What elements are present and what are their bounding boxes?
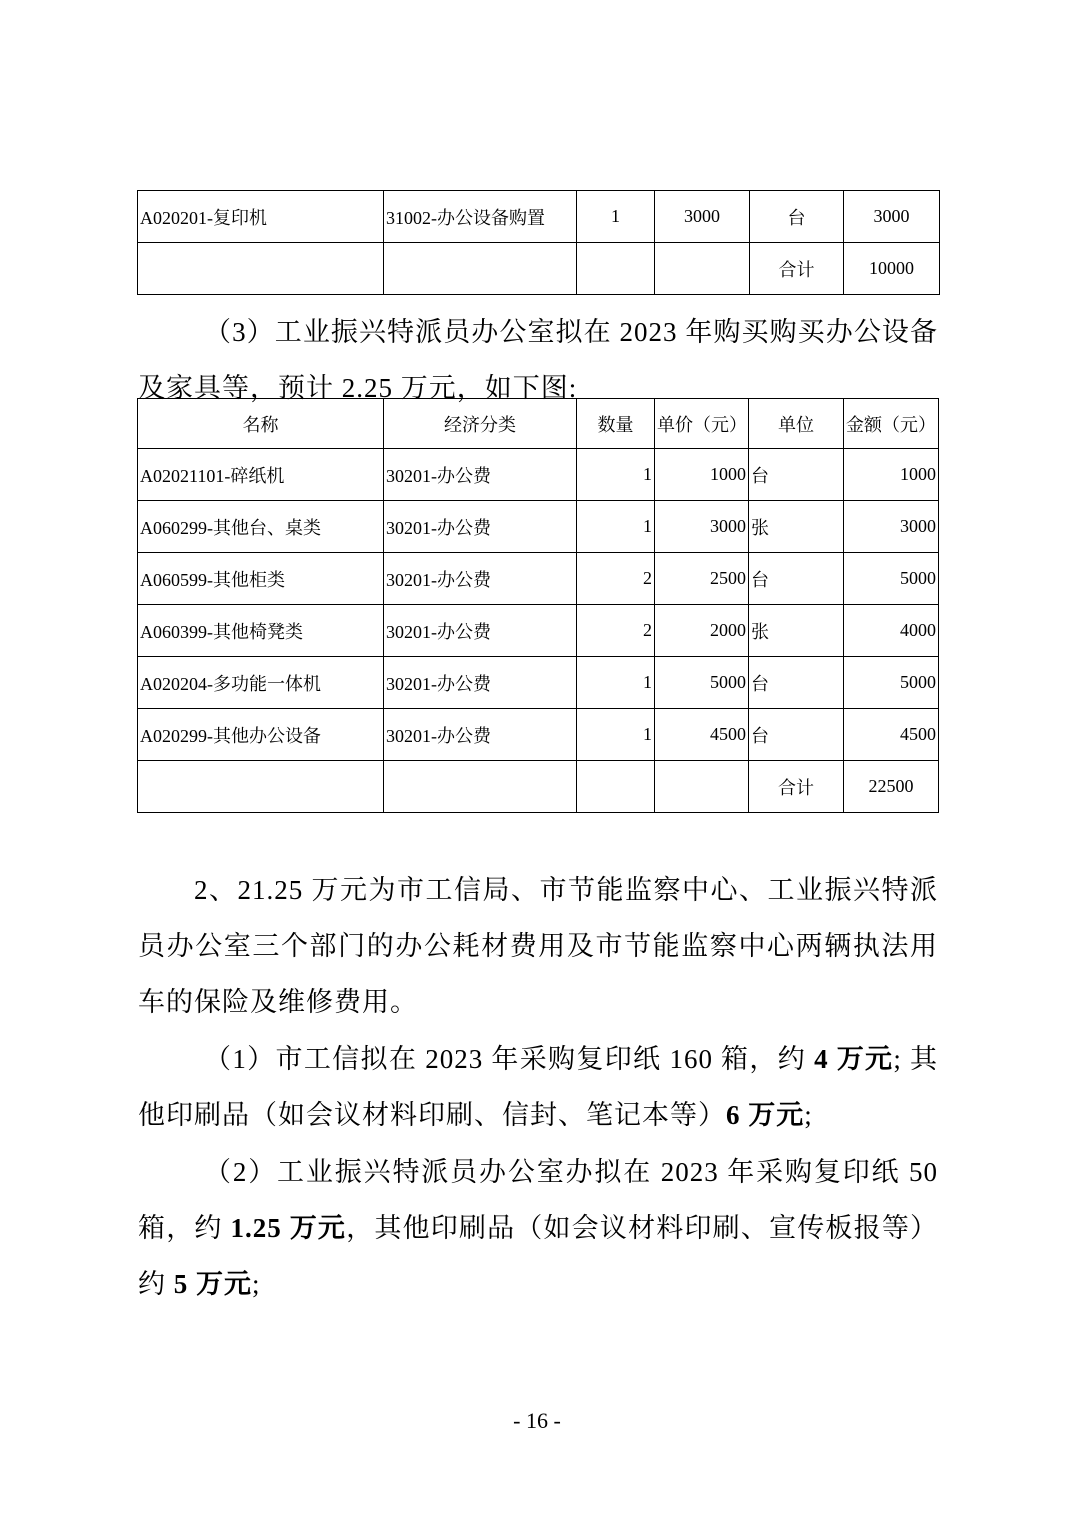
cell-unit: 张: [749, 501, 844, 553]
cell-qty: 1: [577, 709, 655, 761]
cell-unit: 台: [749, 709, 844, 761]
cell-category: 31002-办公设备购置: [384, 191, 577, 243]
cell-price: 2000: [655, 605, 749, 657]
cell-price: 4500: [655, 709, 749, 761]
cell-category: 30201-办公费: [384, 605, 577, 657]
equipment-table-continued: [137, 190, 940, 295]
bold-amount: 5 万元: [173, 1269, 252, 1299]
header-qty: 数量: [577, 399, 655, 449]
cell-price: 3000: [655, 501, 749, 553]
header-price: 单价（元）: [655, 399, 749, 449]
cell-name: [138, 243, 384, 295]
cell-unit: 台: [749, 449, 844, 501]
table-header-row: [138, 399, 939, 449]
table-row: [138, 191, 940, 243]
cell-name: A020299-其他办公设备: [138, 709, 384, 761]
text-run: （2）工业振兴特派员办公室办拟在 2023 年采购复印纸 50 箱，约: [138, 1157, 938, 1243]
text-run: ，其他印刷品（如会议材料印刷、宣传板报等）约: [138, 1213, 939, 1299]
cell-unit: 台: [749, 657, 844, 709]
table-row: [138, 553, 939, 605]
cell-name: A020204-多功能一体机: [138, 657, 384, 709]
cell-name: A060299-其他台、桌类: [138, 501, 384, 553]
paragraph-section-2: 2、21.25 万元为市工信局、市节能监察中心、工业振兴特派员办公室三个部门的办公耗材费用及市节能监察中心两辆执法用车的保险及维修费用。: [138, 875, 938, 1017]
paragraph-item-1: [138, 1031, 938, 1143]
cell-price: 5000: [655, 657, 749, 709]
table-row: [138, 449, 939, 501]
cell-empty: [655, 761, 749, 813]
total-label: 合计: [749, 761, 844, 813]
cell-qty: 1: [577, 657, 655, 709]
paragraph-item-3: （3）工业振兴特派员办公室拟在 2023 年购买购买办公设备及家具等，预计 2.25 万元，如下图:: [138, 317, 938, 403]
page-number: - 16 -: [513, 1408, 561, 1433]
cell-name: A060599-其他柜类: [138, 553, 384, 605]
text-run: ;: [252, 1269, 261, 1299]
cell-category: 30201-办公费: [384, 501, 577, 553]
paragraph-item-2: [138, 1144, 938, 1312]
cell-price: [655, 243, 750, 295]
cell-amount: 1000: [844, 449, 939, 501]
header-amount: 金额（元）: [844, 399, 939, 449]
table-row: [138, 709, 939, 761]
cell-qty: 1: [577, 501, 655, 553]
text-run: （1）市工信拟在 2023 年采购复印纸 160 箱，约: [204, 1044, 815, 1074]
total-label: 合计: [750, 243, 844, 295]
total-amount: 22500: [844, 761, 939, 813]
bold-amount: 6 万元: [726, 1100, 805, 1130]
cell-category: 30201-办公费: [384, 553, 577, 605]
cell-qty: 2: [577, 605, 655, 657]
cell-amount: 5000: [844, 553, 939, 605]
text-run: ;: [804, 1100, 813, 1130]
cell-empty: [138, 761, 384, 813]
cell-qty: 1: [577, 191, 655, 243]
table-row: [138, 657, 939, 709]
cell-empty: [577, 761, 655, 813]
bold-amount: 4 万元: [814, 1044, 894, 1074]
cell-price: 1000: [655, 449, 749, 501]
text-run: ; 其他印刷品（如会议材料印刷、信封、笔记本等）: [138, 1044, 938, 1130]
bold-amount: 1.25 万元: [230, 1213, 347, 1243]
cell-price: 2500: [655, 553, 749, 605]
cell-amount: 3000: [844, 191, 940, 243]
cell-empty: [384, 761, 577, 813]
table-row: [138, 605, 939, 657]
cell-qty: 2: [577, 553, 655, 605]
cell-category: 30201-办公费: [384, 657, 577, 709]
cell-unit: 张: [749, 605, 844, 657]
cell-qty: 1: [577, 449, 655, 501]
header-category: 经济分类: [384, 399, 577, 449]
cell-amount: 4000: [844, 605, 939, 657]
equipment-purchase-table: [137, 398, 939, 813]
cell-amount: 4500: [844, 709, 939, 761]
cell-amount: 5000: [844, 657, 939, 709]
cell-unit: 台: [750, 191, 844, 243]
table-row: [138, 501, 939, 553]
cell-name: A02021101-碎纸机: [138, 449, 384, 501]
header-name: 名称: [138, 399, 384, 449]
table-total-row: [138, 243, 940, 295]
cell-amount: 3000: [844, 501, 939, 553]
cell-category: 30201-办公费: [384, 449, 577, 501]
cell-name: A020201-复印机: [138, 191, 384, 243]
cell-name: A060399-其他椅凳类: [138, 605, 384, 657]
table-total-row: [138, 761, 939, 813]
cell-unit: 台: [749, 553, 844, 605]
total-amount: 10000: [844, 243, 940, 295]
cell-price: 3000: [655, 191, 750, 243]
cell-category: 30201-办公费: [384, 709, 577, 761]
cell-qty: [577, 243, 655, 295]
cell-category: [384, 243, 577, 295]
header-unit: 单位: [749, 399, 844, 449]
